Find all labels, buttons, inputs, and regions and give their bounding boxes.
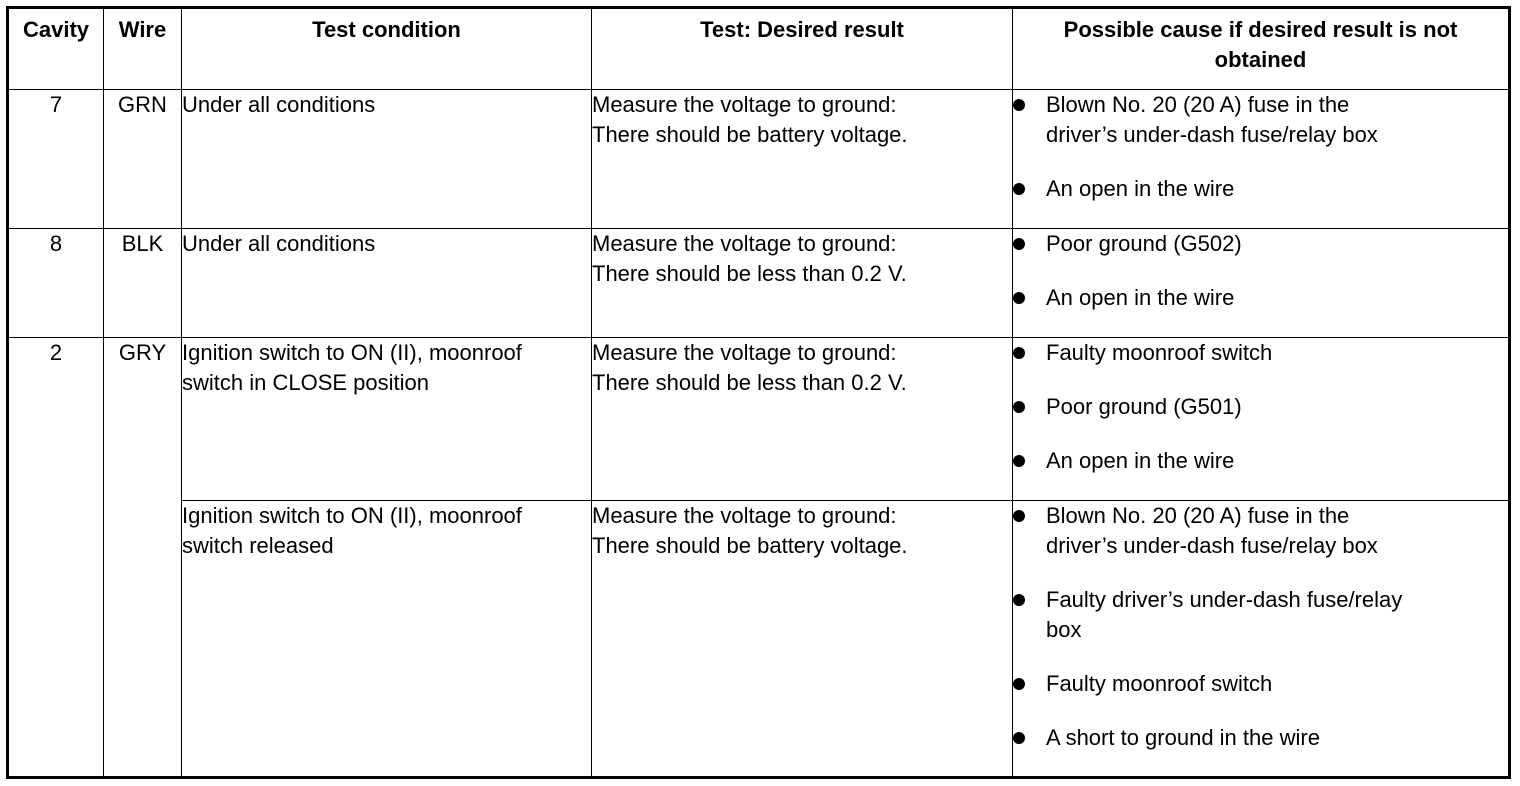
condition-cell [182, 229, 592, 338]
result-cell [592, 501, 1013, 778]
condition-line: switch in CLOSE position [182, 370, 429, 395]
condition-cell [182, 338, 592, 501]
result-line: There should be less than 0.2 V. [592, 370, 907, 395]
cavity-cell: 7 [8, 90, 104, 229]
table-row [8, 501, 1510, 778]
cause-line: Faulty moonroof switch [1046, 671, 1273, 696]
result-line: Measure the voltage to ground: [592, 231, 897, 256]
bullet-icon [1013, 183, 1025, 195]
bullet-icon [1013, 510, 1025, 522]
cause-cell [1013, 90, 1510, 229]
wire-cell: GRY [104, 338, 182, 778]
cause-line: Poor ground (G501) [1046, 394, 1242, 419]
bullet-icon [1013, 678, 1025, 690]
condition-line: Ignition switch to ON (II), moonroof [182, 340, 522, 365]
condition-line: Under all conditions [182, 231, 376, 256]
cause-line: A short to ground in the wire [1046, 725, 1320, 750]
cause-item [1013, 174, 1508, 204]
cause-cell [1013, 501, 1510, 778]
cause-list [1013, 338, 1508, 476]
cause-line: An open in the wire [1046, 176, 1235, 201]
table-row [8, 229, 1510, 338]
bullet-icon [1013, 594, 1025, 606]
cause-line: driver’s under-dash fuse/relay box [1046, 122, 1378, 147]
cause-item [1013, 585, 1508, 645]
cause-item [1013, 669, 1508, 699]
cause-line: An open in the wire [1046, 285, 1235, 310]
result-line: Measure the voltage to ground: [592, 340, 897, 365]
cause-item [1013, 90, 1508, 150]
result-cell [592, 90, 1013, 229]
table-row [8, 338, 1510, 501]
bullet-icon [1013, 455, 1025, 467]
result-cell [592, 229, 1013, 338]
bullet-icon [1013, 238, 1025, 250]
troubleshooting-table [6, 6, 1511, 779]
cause-item [1013, 723, 1508, 753]
cause-line: An open in the wire [1046, 448, 1235, 473]
cause-item [1013, 229, 1508, 259]
wire-cell: GRN [104, 90, 182, 229]
header-desired-result: Test: Desired result [592, 8, 1013, 90]
result-line: There should be less than 0.2 V. [592, 261, 907, 286]
cause-item [1013, 501, 1508, 561]
cause-item [1013, 283, 1508, 313]
result-line: There should be battery voltage. [592, 533, 908, 558]
wire-cell: BLK [104, 229, 182, 338]
result-cell [592, 338, 1013, 501]
cause-line: Faulty moonroof switch [1046, 340, 1273, 365]
cause-line: Blown No. 20 (20 A) fuse in the [1046, 503, 1350, 528]
cause-line: driver’s under-dash fuse/relay box [1046, 533, 1378, 558]
cavity-cell: 2 [8, 338, 104, 778]
cause-item [1013, 446, 1508, 476]
header-test-condition: Test condition [182, 8, 592, 90]
cavity-cell: 8 [8, 229, 104, 338]
cause-line: Poor ground (G502) [1046, 231, 1242, 256]
cause-list [1013, 229, 1508, 313]
result-line: There should be battery voltage. [592, 122, 908, 147]
header-possible-cause-line: obtained [1214, 47, 1307, 72]
bullet-icon [1013, 401, 1025, 413]
cause-line: Faulty driver’s under-dash fuse/relay [1046, 587, 1403, 612]
header-wire: Wire [104, 8, 182, 90]
header-possible-cause-line: Possible cause if desired result is not [1063, 17, 1458, 42]
condition-line: Under all conditions [182, 92, 376, 117]
cause-line: box [1046, 617, 1082, 642]
cause-cell [1013, 229, 1510, 338]
condition-line: switch released [182, 533, 334, 558]
header-possible-cause [1013, 8, 1510, 90]
bullet-icon [1013, 99, 1025, 111]
cause-item [1013, 392, 1508, 422]
result-line: Measure the voltage to ground: [592, 92, 897, 117]
cause-list [1013, 90, 1508, 204]
bullet-icon [1013, 292, 1025, 304]
condition-cell [182, 90, 592, 229]
condition-cell [182, 501, 592, 778]
condition-line: Ignition switch to ON (II), moonroof [182, 503, 522, 528]
bullet-icon [1013, 732, 1025, 744]
header-cavity: Cavity [8, 8, 104, 90]
cause-list [1013, 501, 1508, 753]
result-line: Measure the voltage to ground: [592, 503, 897, 528]
bullet-icon [1013, 347, 1025, 359]
cause-line: Blown No. 20 (20 A) fuse in the [1046, 92, 1350, 117]
cause-cell [1013, 338, 1510, 501]
cause-item [1013, 338, 1508, 368]
header-row [8, 8, 1510, 90]
table-row [8, 90, 1510, 229]
